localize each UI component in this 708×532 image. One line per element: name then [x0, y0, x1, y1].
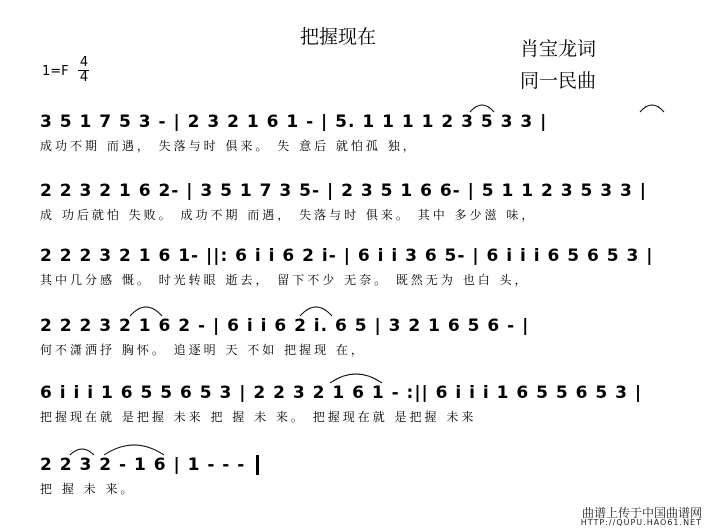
lyrics-line: 成 功后就怕 失败。 成功不期 而遇， 失落与时 俱来。 其中 多少滋 味， [40, 208, 537, 222]
lyrics-line: 把握现在就 是把握 未来 把 握 未 来。 把握现在就 是把握 未来 [40, 410, 477, 424]
footer-url: HTTP://QUPU.HAO61.NET [580, 518, 702, 527]
lyrics-line: 其中几分感 慨。 时光转眼 逝去， 留下不少 无奈。 既然无为 也白 头， [40, 273, 530, 287]
lyrics-line: 何不潇洒抒 胸怀。 追逐明 天 不如 把握现 在， [40, 343, 366, 357]
key-signature: 1=F [42, 64, 69, 79]
lyrics-line: 成功不期 而遇， 失落与时 俱来。 失 意后 就怕孤 独， [40, 139, 418, 153]
lyrics-line: 把 握 未 来。 [40, 482, 136, 496]
lyricist-credit: 肖宝龙词 [520, 38, 597, 60]
composer-credit: 同一民曲 [520, 70, 597, 92]
notation-line: 2 2 3 2 1 6 2- | 3 5 1 7 3 5- | 2 3 5 1 6 6- | 5 1 1 2 3 5 3 3 | [40, 181, 647, 201]
time-signature-numerator: 4 [79, 55, 89, 70]
notation-line: 2 2 2 3 2 1 6 2 - | 6 i i 6 2 i. 6 5 | 3 2 1 6 5 6 - | [40, 316, 530, 336]
notation-line: 2 2 2 3 2 1 6 1- ||: 6 i i 6 2 i- | 6 i i 3 6 5- | 6 i i i 6 5 6 5 3 | [40, 246, 654, 266]
footer-source-text: 曲谱上传于中国曲谱网 [581, 506, 702, 520]
notation-line: 3 5 1 7 5 3 - | 2 3 2 1 6 1 - | 5. 1 1 1 1 2 3 5 3 3 | [40, 112, 548, 132]
final-barline [256, 455, 259, 475]
notation-line: 6 i i i 1 6 5 5 6 5 3 | 2 2 3 2 1 6 1 - :|| 6 i i i 1 6 5 5 6 5 3 | [40, 383, 643, 403]
notation-line: 2 2 3 2 - 1 6 | 1 - - - [40, 455, 246, 475]
time-signature-denominator: 4 [79, 70, 89, 85]
score-title: 把握现在 [300, 26, 377, 48]
